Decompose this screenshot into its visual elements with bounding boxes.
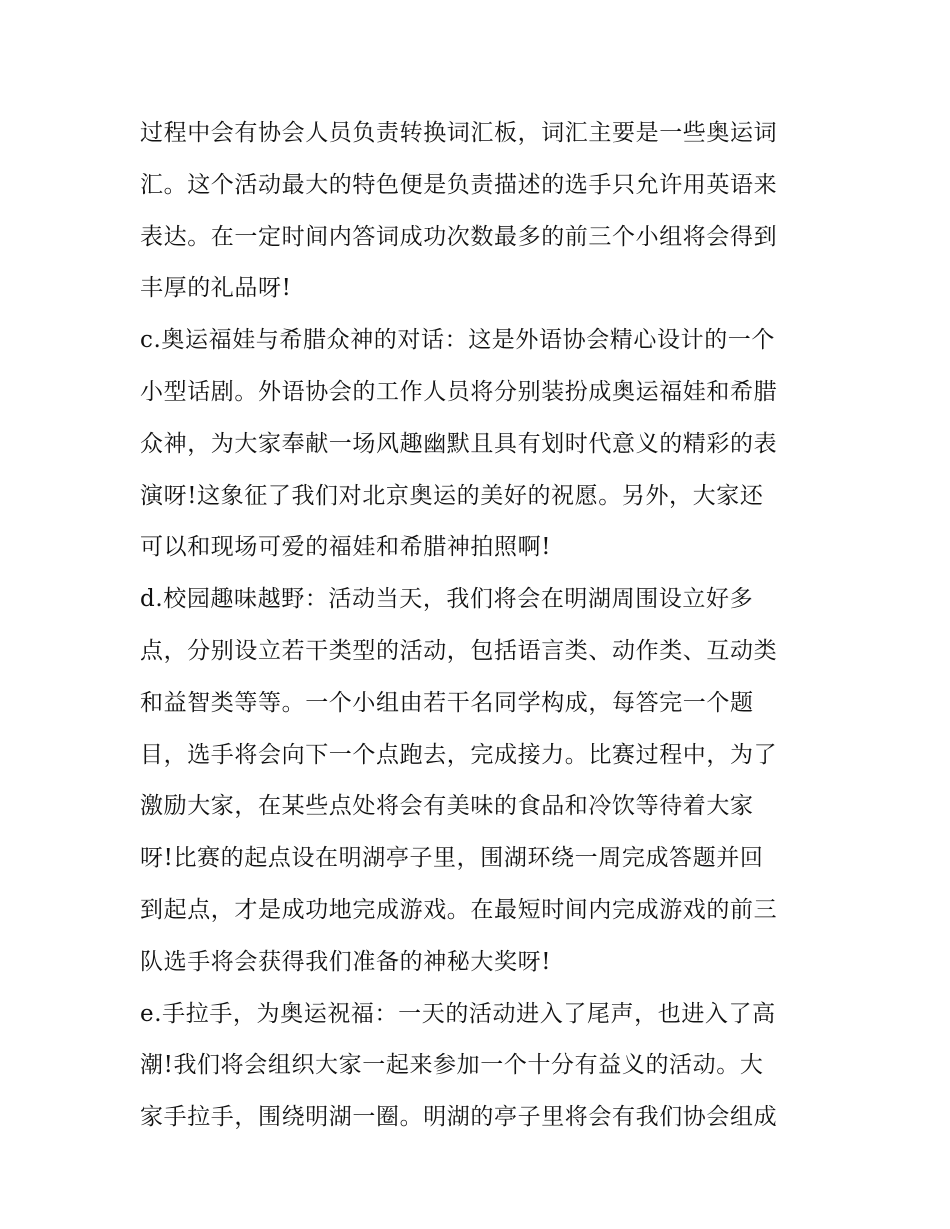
document-body xyxy=(140,108,820,1144)
text-line: 到起点，才是成功地完成游戏。在最短时间内完成游戏的前三 xyxy=(140,896,778,923)
text-line: 队选手将会获得我们准备的神秘大奖呀! xyxy=(140,948,552,975)
text-line: c.奥运福娃与希腊众神的对话：这是外语协会精心设计的一个 xyxy=(140,327,775,354)
text-line: e.手拉手，为奥运祝福：一天的活动进入了尾声，也进入了高 xyxy=(140,1000,776,1027)
text-line: 和益智类等等。一个小组由若干名同学构成，每答完一个题 xyxy=(140,689,754,716)
text-line: 目，选手将会向下一个点跑去，完成接力。比赛过程中，为了 xyxy=(140,741,778,768)
text-line: 激励大家，在某些点处将会有美味的食品和冷饮等待着大家 xyxy=(140,793,754,820)
text-line: 呀!比赛的起点设在明湖亭子里，围湖环绕一周完成答题并回 xyxy=(140,845,764,872)
text-line: 众神，为大家奉献一场风趣幽默且具有划时代意义的精彩的表 xyxy=(140,430,778,457)
text-line: 家手拉手，围绕明湖一圈。明湖的亭子里将会有我们协会组成 xyxy=(140,1104,778,1131)
text-line: 点，分别设立若干类型的活动，包括语言类、动作类、互动类 xyxy=(140,637,778,664)
text-line: 丰厚的礼品呀! xyxy=(140,275,292,302)
text-line: 汇。这个活动最大的特色便是负责描述的选手只允许用英语来 xyxy=(140,171,778,198)
text-line: d.校园趣味越野：活动当天，我们将会在明湖周围设立好多 xyxy=(140,586,754,613)
text-line: 过程中会有协会人员负责转换词汇板，词汇主要是一些奥运词 xyxy=(140,120,778,146)
text-line: 可以和现场可爱的福娃和希腊神拍照啊! xyxy=(140,534,552,561)
text-line: 表达。在一定时间内答词成功次数最多的前三个小组将会得到 xyxy=(140,223,778,250)
text-line: 潮!我们将会组织大家一起来参加一个十分有益义的活动。大 xyxy=(140,1052,764,1079)
text-line: 小型话剧。外语协会的工作人员将分别装扮成奥运福娃和希腊 xyxy=(140,378,778,405)
text-line: 演呀!这象征了我们对北京奥运的美好的祝愿。另外，大家还 xyxy=(140,482,764,509)
